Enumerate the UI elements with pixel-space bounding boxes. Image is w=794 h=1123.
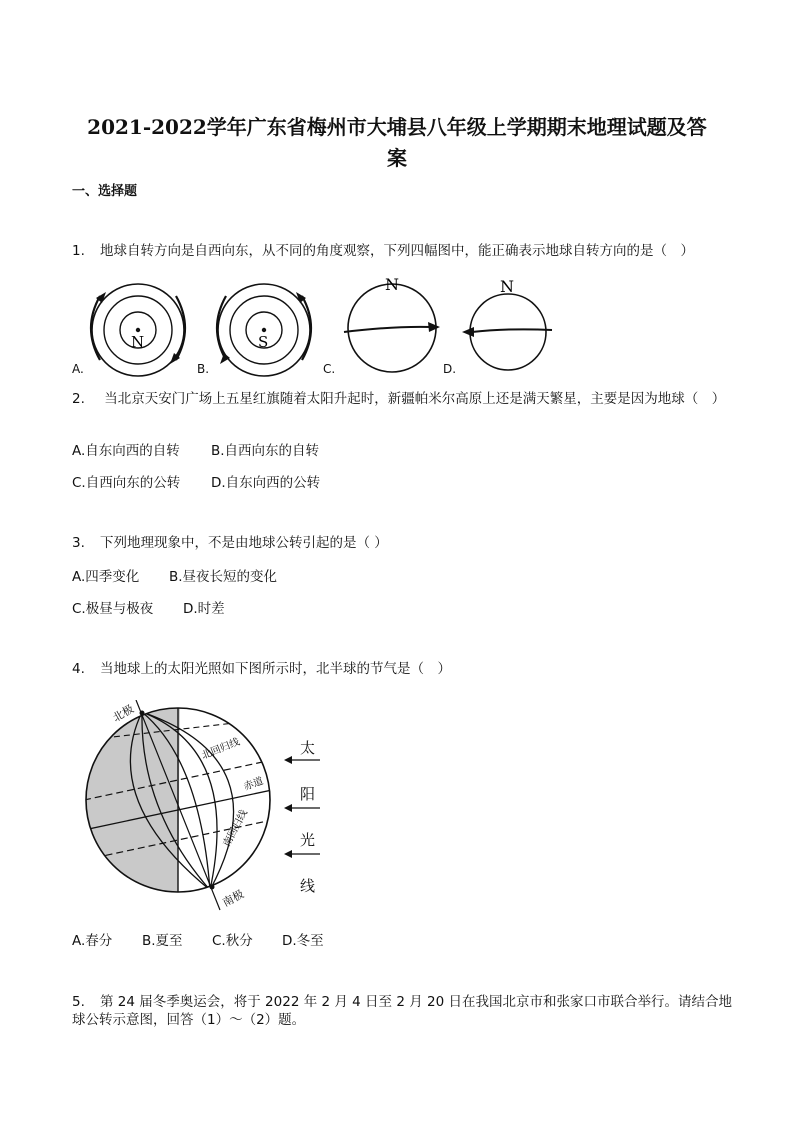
figure-label-c: C. — [323, 362, 336, 376]
question-number: 5. — [72, 994, 85, 1010]
arrow-left-icon — [284, 850, 292, 858]
figure-label-b: B. — [197, 362, 210, 376]
option-d[interactable]: D.时差 — [183, 601, 225, 617]
option-c[interactable]: C.自西向东的公转 — [72, 475, 181, 491]
option-c[interactable]: C.秋分 — [212, 933, 253, 949]
arrow-left-icon — [284, 756, 292, 764]
arrow-left-icon — [284, 804, 292, 812]
question-1 — [72, 242, 732, 260]
pole-label-d: N — [500, 277, 514, 296]
tropic-cancer-label: 北回归线 — [200, 736, 242, 762]
arrow-icon — [462, 327, 474, 337]
equator-label: 赤道 — [242, 775, 265, 793]
question-text: 第 24 届冬季奥运会，将于 2022 年 2 月 4 日至 2 月 20 日在我国北京市和张家口市联合举行。请结合地球公转示意图，回答（1）～（2）题。 — [72, 994, 732, 1028]
title-line-2: 案 — [387, 146, 407, 170]
question-number: 1. — [72, 243, 85, 259]
sunlight-globe-diagram — [80, 700, 360, 915]
question-2 — [72, 390, 732, 408]
pole-label-b: S — [258, 333, 269, 351]
question-number: 4. — [72, 661, 85, 677]
option-d[interactable]: D.冬至 — [282, 933, 324, 949]
question-text: 当地球上的太阳光照如下图所示时，北半球的节气是（ ） — [100, 661, 451, 677]
pole-label-a: N — [131, 333, 145, 351]
sunlight-char-3: 光 — [300, 831, 316, 849]
arrow-icon — [220, 353, 230, 364]
page-title — [70, 112, 724, 174]
option-b[interactable]: B.昼夜长短的变化 — [169, 569, 278, 585]
figure-d-earth-side-view — [462, 277, 552, 370]
sunlight-char-1: 太 — [300, 739, 316, 757]
south-pole-label: 南极 — [220, 887, 246, 910]
question-text: 地球自转方向是自西向东，从不同的角度观察，下列四幅图中，能正确表示地球自转方向的是（ ） — [100, 243, 694, 259]
option-a[interactable]: A.春分 — [72, 933, 113, 949]
sunlight-char-2: 阳 — [300, 785, 316, 803]
sunlight-char-4: 线 — [300, 877, 316, 895]
figure-b-earth-polar-view — [217, 284, 311, 376]
question-4 — [72, 660, 732, 678]
question-number: 3. — [72, 535, 85, 551]
figure-label-a: A. — [72, 362, 84, 376]
option-a[interactable]: A.自东向西的自转 — [72, 443, 180, 459]
figure-label-d: D. — [443, 362, 457, 376]
question-number: 2. — [72, 391, 85, 407]
north-pole-label: 北极 — [110, 702, 137, 725]
question-text: 当北京天安门广场上五星红旗随着太阳升起时，新疆帕米尔高原上还是满天繁星，主要是因为地球（ ） — [104, 391, 726, 407]
section-heading: 一、选择题 — [72, 184, 138, 199]
option-a[interactable]: A.四季变化 — [72, 569, 140, 585]
option-c[interactable]: C.极昼与极夜 — [72, 601, 154, 617]
figure-a-earth-polar-view — [91, 284, 185, 376]
pole-label-c: N — [385, 275, 399, 294]
question-text: 下列地理现象中，不是由地球公转引起的是（ ） — [100, 535, 388, 551]
option-b[interactable]: B.自西向东的自转 — [211, 443, 320, 459]
figure-c-earth-side-view — [344, 275, 440, 372]
title-line-1: 2021-2022学年广东省梅州市大埔县八年级上学期期末地理试题及答 — [87, 115, 707, 139]
question-5 — [72, 993, 732, 1029]
tropic-capricorn-label: 南回归线 — [221, 808, 251, 849]
question-1-figures — [60, 268, 560, 378]
option-b[interactable]: B.夏至 — [142, 933, 183, 949]
option-d[interactable]: D.自东向西的公转 — [211, 475, 321, 491]
question-3 — [72, 534, 732, 552]
arrow-icon — [428, 322, 440, 332]
